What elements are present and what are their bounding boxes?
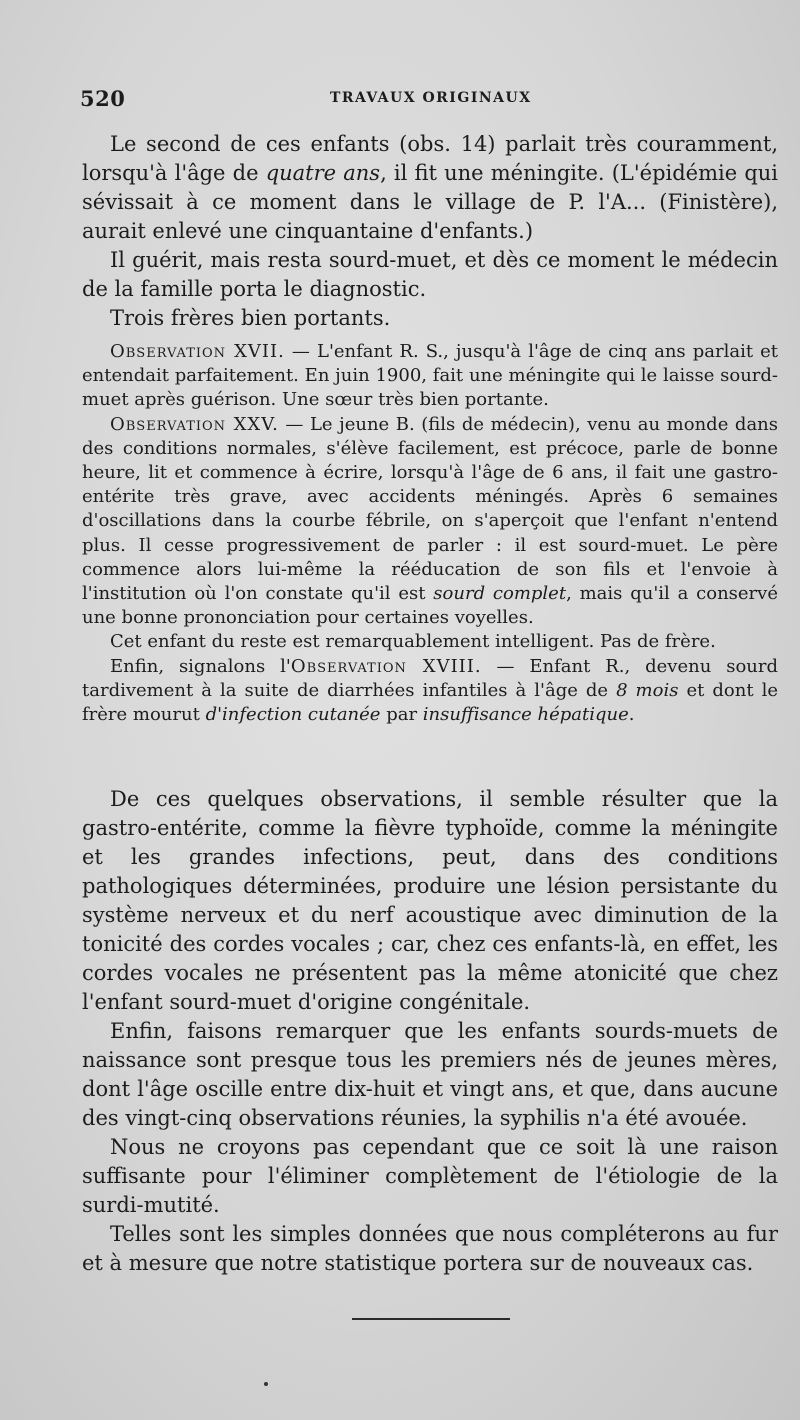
paragraph-recovery: Il guérit, mais resta sourd-muet, et dès ce moment le médecin de la famille porta le diagnostic.: [82, 248, 778, 301]
paragraph-conclusion-2: Enfin, faisons remarquer que les enfants sourds-muets de naissance sont presque tous les premiers nés de jeunes mères, dont l'âge oscille entre dix-huit et vingt ans, et que, dans aucune des vingt-cinq observations réunies, la syphilis n'a été avouée.: [82, 1019, 778, 1130]
section-observations: [82, 340, 778, 727]
section-conclusions: [82, 785, 778, 1278]
observation-text: — Enfant R., devenu sourd tardivement à la suite de diarrhées infantiles à l'âge de: [82, 655, 778, 701]
paragraph-conclusion-3: Nous ne croyons pas cependant que ce soit là une raison suffisante pour l'éliminer complètement de l'étiologie de la surdi-mutité.: [82, 1135, 778, 1217]
paragraph-conclusion-1: De ces quelques observations, il semble résulter que la gastro-entérite, comme la fièvre typhoïde, comme la méningite et les grandes infections, peut, dans des conditions pathologiques déterminées, produire une lésion persistante du système nerveux et du nerf acoustique avec diminution de la tonicité des cordes vocales ; car, chez ces enfants-là, en effet, les cordes vocales ne présentent pas la même atonicité que chez l'enfant sourd-muet d'origine congénitale.: [82, 787, 778, 1014]
observation-label: Observation XVII.: [110, 341, 285, 362]
observation-label: Observation XVIII.: [290, 655, 482, 677]
observation-label: Observation XXV.: [110, 413, 279, 435]
observation-text: — Le jeune B. (fils de médecin), venu au monde dans des conditions normales, s'élève facilement, est précoce, parle de bonne heure, lit et commence à écrire, lorsqu'à l'âge de 6 ans, il fait une gastro-entérite très grave, avec accidents méningés. Après 6 semaines d'oscillations dans la courbe fébrile, on s'aperçoit que l'enfant n'entend plus. Il cesse progressivement de parler : il est sourd-muet. Le père commence alors lui-même la rééducation de son fils et l'envoie à l'institution où l'on constate qu'il est: [82, 413, 779, 605]
ink-speck: [264, 1382, 268, 1386]
paragraph-intelligent: Cet enfant du reste est remarquablement intelligent. Pas de frère.: [110, 631, 716, 653]
observation-text: — L'enfant R. S., jusqu'à l'âge de cinq ans parlait et entendait parfaitement. En juin 1900, fait une méningite qui le laisse sourd-muet après guérison. Une sœur très bien portante.: [82, 341, 778, 411]
observation-text: Enfin, signalons l': [110, 655, 291, 677]
text-run: Le second de ces enfants (obs. 14) parlait très couramment, lorsqu'à l'âge de: [82, 132, 778, 185]
observation-text: .: [628, 704, 635, 726]
paragraph-conclusion-4: Telles sont les simples données que nous compléterons au fur et à mesure que notre statistique portera sur de nouveaux cas.: [82, 1222, 778, 1275]
paragraph-case-14: [82, 130, 778, 246]
text-run: , il fit une méningite. (L'épidémie qui sévissait à ce moment dans le village de P. l'A... (Finistère), aurait enlevé une cinquantaine d'enfants.): [82, 161, 779, 243]
observation-text: par: [380, 704, 423, 726]
observation-25: [82, 413, 778, 631]
observation-18: [82, 655, 778, 728]
observation-17: [82, 340, 778, 413]
emphasis-age: 8 mois: [616, 679, 679, 701]
running-head: TRAVAUX ORIGINAUX: [330, 90, 532, 106]
emphasis-insuffisance: insuffisance hépatique: [422, 704, 629, 726]
observation-text: , mais qu'il a conservé une bonne prononciation pour certaines voyelles.: [82, 583, 778, 629]
section-case-14: [82, 130, 778, 333]
emphasis-age: quatre ans: [265, 161, 381, 185]
closing-rule: [352, 1318, 510, 1320]
paragraph-siblings: Trois frères bien portants.: [110, 306, 391, 330]
emphasis-infection: d'infection cutanée: [205, 704, 381, 726]
emphasis-sourd-complet: sourd complet: [433, 583, 567, 605]
observation-text: et dont le frère mourut: [82, 679, 778, 726]
page-number: 520: [80, 86, 126, 111]
